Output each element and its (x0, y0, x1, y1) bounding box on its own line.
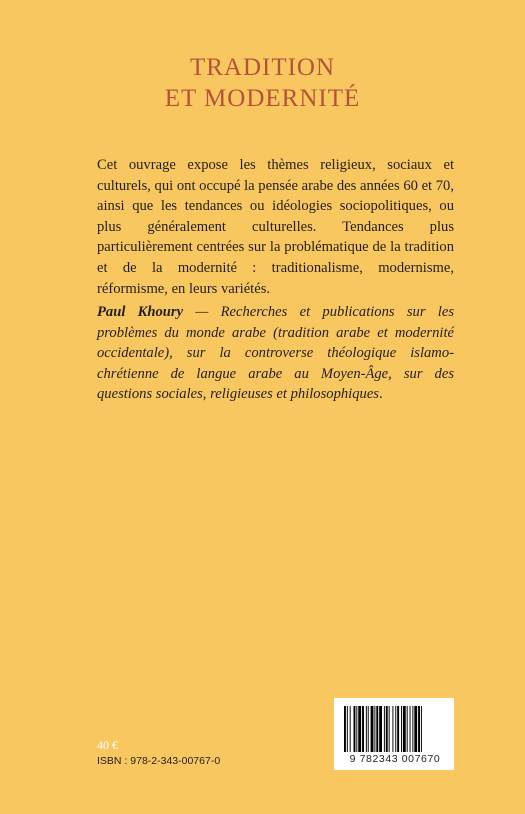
author-name: Paul Khoury (97, 304, 184, 320)
book-description: Cet ouvrage expose les thèmes religieux, sociaux et culturels, qui ont occupé la pensée arabe des années 60 et 70, ainsi que les tendances ou idéologies sociopolitiques, ou plus généralement culturelles. Tendances plus particulièrement centrées sur la problématique de la tradition et de la modernité : traditionalisme, modernisme, réformisme, en leurs variétés. (97, 157, 455, 297)
author-bio-text: — Recherches et publications sur les problèmes du monde arabe (tradition arabe et modernité occidentale), sur la controverse théologique islamo-chrétienne de langue arabe au Moyen-Âge, sur des questions sociales, religieuses et philosophiques (97, 304, 455, 403)
author-bio (97, 302, 454, 405)
barcode (334, 698, 454, 770)
barcode-bars (344, 706, 444, 752)
title-line-2: ET MODERNITÉ (164, 85, 361, 112)
barcode-digits: 9 782343 007670 (349, 753, 441, 765)
title-line-1: TRADITION (189, 54, 336, 81)
author-bio-end: . (378, 386, 383, 403)
book-title (0, 52, 525, 114)
price: 40 € (97, 738, 118, 752)
isbn: ISBN : 978-2-343-00767-0 (97, 755, 221, 767)
